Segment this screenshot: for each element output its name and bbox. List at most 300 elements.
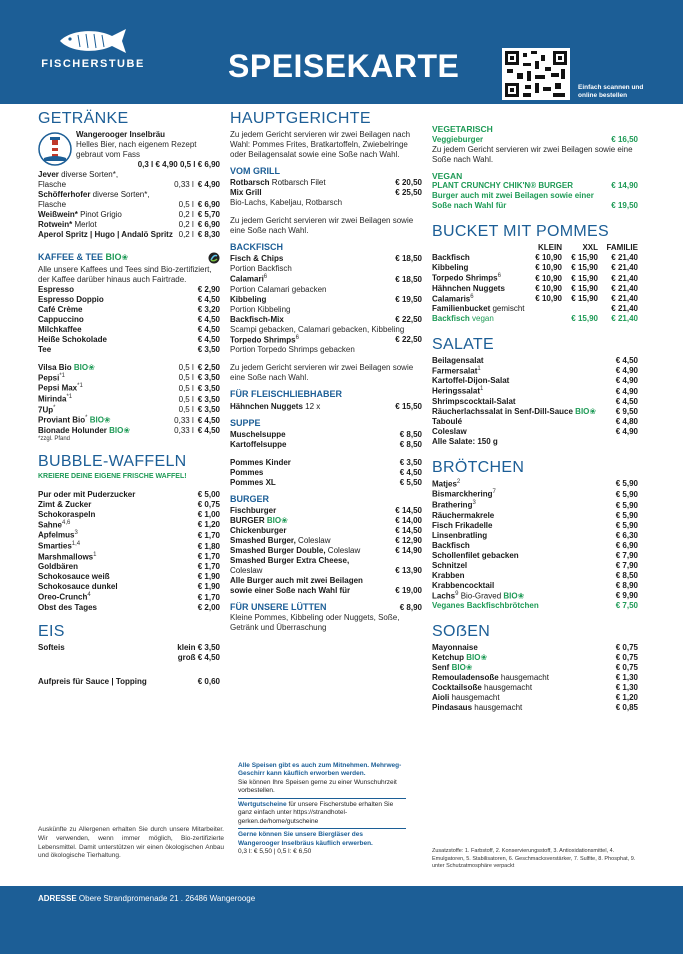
item-label: Smarties — [38, 541, 72, 551]
item-name — [432, 356, 616, 366]
item-label: Linsenbratling — [432, 530, 488, 540]
list-item — [432, 479, 638, 490]
item-name — [38, 210, 179, 220]
list-item — [230, 440, 422, 450]
list-item — [38, 363, 220, 373]
inselbraeu-price: 0,3 l € 4,90 0,5 l € 6,90 — [137, 159, 220, 169]
item-size: 0,5 l — [178, 373, 194, 383]
item-price: € 4,50 — [197, 294, 220, 304]
item-name — [38, 562, 198, 572]
item-label: Shrimpscocktail-Salat — [432, 397, 516, 407]
item-label: Sahne — [38, 520, 63, 530]
list-item — [38, 285, 220, 295]
note-wunsch: Sie können Ihre Speisen gerne zu einer Wunschuhrzeit vorbestellen. — [238, 778, 397, 795]
bio-badge: BIO — [464, 652, 481, 662]
item-label: Backfisch-Mix — [230, 314, 284, 324]
item-label: Taboulé — [432, 417, 463, 427]
item-price: € 6,90 — [197, 199, 220, 209]
note-glaeser: Gerne können Sie unsere Biergläser des Wangerooger Inselbräus käuflich erwerben. — [238, 831, 373, 847]
fish-icon — [56, 26, 130, 56]
table-row — [432, 314, 638, 324]
item-name — [432, 489, 616, 500]
item-extra: Merlot — [72, 219, 97, 229]
list-item — [230, 546, 422, 556]
item-price: € 8,90 — [615, 580, 638, 590]
item-label: Beilagensalat — [432, 355, 484, 365]
section-title-getraenke: GETRÄNKE — [38, 110, 129, 127]
list-item — [432, 693, 638, 703]
burger-list — [230, 506, 422, 556]
item-price: € 1,70 — [197, 593, 220, 602]
list-item — [432, 489, 638, 500]
table-row — [432, 284, 638, 294]
item-desc: Portion Kibbeling — [230, 304, 291, 314]
item-label: Zimt & Zucker — [38, 499, 92, 509]
item-footnote: 7 — [492, 489, 496, 496]
item-name — [230, 478, 400, 488]
table-cell-price: € 21,40 — [611, 252, 638, 262]
item-price: € 4,50 — [197, 334, 220, 344]
item-label: Rotwein* — [38, 219, 73, 229]
leaf-icon: ❀ — [480, 652, 488, 662]
item-footnote: 2 — [456, 478, 461, 485]
list-item — [432, 531, 638, 541]
item-price: € 7,90 — [615, 560, 638, 570]
table-cell-price: € 10,90 — [535, 273, 562, 283]
item-label: Jever — [38, 169, 59, 179]
bio-badge: BIO — [106, 425, 124, 435]
item-label: Schollenfilet gebacken — [432, 550, 519, 560]
item-size: 0,5 l — [178, 394, 194, 404]
list-item — [432, 511, 638, 521]
item-price: € 4,90 — [615, 366, 638, 376]
list-item — [38, 562, 220, 572]
item-price: € 3,50 — [197, 383, 220, 393]
item-price: € 8,30 — [197, 229, 220, 239]
item-label: Kartoffel-Dijon-Salat — [432, 376, 510, 386]
table-row — [432, 294, 638, 305]
item-footnote: 4 — [87, 592, 91, 599]
item-price: € 7,90 — [615, 550, 638, 560]
item-label: Familienbucket — [432, 304, 491, 314]
list-item — [432, 551, 638, 561]
footer — [0, 886, 683, 954]
item-price: € 14,50 — [395, 506, 422, 516]
item-label: Cappuccino — [38, 314, 84, 324]
item-label: Heiße Schokolade — [38, 334, 107, 344]
item-name — [432, 253, 526, 263]
qr-code[interactable] — [502, 48, 570, 100]
item-name — [230, 315, 395, 325]
item-name — [38, 373, 179, 384]
fairtrade-icon — [208, 252, 220, 264]
item-label: Pommes Kinder — [230, 457, 291, 467]
section-title-suppe: SUPPE — [230, 417, 261, 428]
item-label: Lachs — [432, 591, 456, 601]
item-name — [432, 683, 616, 693]
item-name — [432, 511, 616, 521]
item-label: Schokosauce dunkel — [38, 582, 118, 592]
table-row — [432, 273, 638, 284]
item-footnote: 6 — [263, 274, 268, 281]
item-price: € 5,50 — [399, 477, 422, 487]
kaffee-list — [38, 285, 220, 355]
item-label: Oreo-Crunch — [38, 593, 88, 602]
list-item — [38, 210, 220, 220]
table-cell-price: € 15,90 — [571, 283, 598, 293]
bio-badge: BIO — [501, 591, 518, 601]
item-price: € 3,20 — [197, 304, 220, 314]
item-name — [38, 530, 198, 541]
item-name — [432, 581, 616, 591]
lighthouse-badge-icon — [38, 130, 72, 168]
item-label: Aperol Spritz | Hugo | Andalö Spritz — [38, 229, 173, 239]
item-price: € 9,50 — [615, 407, 638, 417]
waffeln-subtitle: KREIERE DEINE EIGENE FRISCHE WAFFEL! — [38, 472, 187, 480]
item-label: Torpedo Shrimps — [432, 273, 498, 283]
item-name — [230, 430, 400, 440]
item-name — [432, 314, 526, 324]
section-title-sossen: SOẞEN — [432, 623, 491, 641]
list-item — [38, 170, 220, 190]
item-name — [38, 285, 198, 295]
bio-badge: BIO — [264, 516, 282, 526]
table-row — [432, 253, 638, 263]
item-price: € 6,30 — [615, 530, 638, 540]
table-cell-price: € 15,90 — [571, 314, 598, 324]
section-title-fleisch: FÜR FLEISCHLIEBHABER — [230, 389, 342, 400]
item-name — [38, 230, 179, 240]
list-item — [38, 305, 220, 315]
item-price: € 18,50 — [395, 254, 422, 264]
item-footnote: 1 — [93, 551, 97, 558]
item-price: € 0,75 — [197, 499, 220, 509]
item-label: Heringssalat — [432, 387, 481, 397]
item-label: Mirinda — [38, 394, 67, 404]
item-price: € 4,90 — [615, 427, 638, 437]
item-price: € 3,50 — [197, 373, 220, 383]
item-price: € 5,90 — [615, 510, 638, 520]
item-price: € 1,70 — [197, 562, 220, 572]
item-label: Senf — [432, 662, 450, 672]
item-name — [38, 572, 198, 582]
column-middle — [230, 110, 422, 633]
item-extra: Pinot Grigio — [77, 209, 122, 219]
list-item — [230, 536, 422, 546]
item-price: € 3,50 — [399, 457, 422, 467]
list-item — [38, 592, 220, 603]
section-title-salate: SALATE — [432, 336, 494, 354]
table-cell-price: € 21,40 — [611, 304, 638, 314]
list-item — [432, 521, 638, 531]
table-cell-price: € 10,90 — [535, 262, 562, 272]
item-footnote: 1 — [480, 386, 484, 393]
list-item — [432, 366, 638, 377]
item-price: € 4,50 — [615, 355, 638, 365]
item-price: € 0,75 — [615, 642, 638, 652]
item-price: € 19,50 — [395, 294, 422, 304]
item-label: Kibbeling — [432, 262, 469, 272]
item-name — [38, 582, 198, 592]
section-title-hauptgerichte: HAUPTGERICHTE — [230, 110, 371, 127]
item-label: Fisch & Chips — [230, 254, 284, 264]
leaf-icon: ❀ — [517, 591, 525, 601]
list-item — [38, 582, 220, 592]
qr-hint: Einfach scannen und online bestellen — [578, 84, 644, 99]
table-row — [432, 304, 638, 314]
list-item — [432, 541, 638, 551]
item-price: € 3,50 — [197, 394, 220, 404]
item-name — [38, 552, 198, 563]
list-item — [38, 220, 220, 230]
list-item — [432, 397, 638, 407]
list-item — [230, 526, 422, 536]
item-price: € 1,90 — [197, 582, 220, 592]
item-price: € 5,70 — [197, 209, 220, 219]
list-item — [38, 383, 220, 394]
item-price: € 8,50 — [615, 570, 638, 580]
item-label: Mayonnaise — [432, 642, 478, 652]
inselbraeu-block — [38, 130, 220, 170]
item-label: Brathering — [432, 500, 473, 510]
table-cell-price: € 21,40 — [611, 314, 638, 324]
item-price: € 12,90 — [395, 536, 422, 546]
item-name — [230, 546, 395, 556]
item-name — [230, 188, 395, 198]
item-price: € 4,90 — [615, 387, 638, 397]
item-label: Farmersalat — [432, 366, 478, 376]
item-label: Mix Grill — [230, 187, 262, 197]
list-item — [230, 516, 422, 526]
item-footnote: * — [85, 415, 88, 422]
logo — [38, 22, 148, 78]
item-price: € 14,50 — [395, 526, 422, 536]
item-extra: Bio-Graved — [458, 591, 502, 601]
item-name — [432, 703, 616, 713]
item-size: 0,33 l — [174, 425, 194, 435]
item-footnote: 4,6 — [62, 519, 71, 526]
item-label: Bionade Holunder — [38, 425, 107, 435]
list-item — [432, 581, 638, 591]
item-name — [432, 479, 616, 490]
item-label: Backfisch — [432, 540, 470, 550]
item-name — [38, 335, 198, 345]
item-name — [432, 437, 638, 447]
item-label: Kibbeling — [230, 294, 267, 304]
item-name — [432, 521, 616, 531]
grill-note: Zu jedem Gericht servieren wir zwei Beilagen sowie eine Soße nach Wahl. — [230, 215, 414, 235]
list-item — [230, 178, 422, 188]
bio-badge: BIO — [71, 362, 89, 372]
softeis-row: Softeis klein € 3,50 — [38, 642, 220, 652]
table-cell-price: € 15,90 — [571, 262, 598, 272]
leaf-icon: ❀ — [121, 252, 129, 262]
item-size: 0,2 l — [178, 209, 194, 219]
item-name — [230, 295, 395, 305]
item-price: € 1,80 — [197, 541, 220, 551]
list-item — [432, 561, 638, 571]
item-name — [38, 394, 179, 405]
item-label: Smashed Burger, — [230, 536, 296, 546]
bucket-header: KLEIN XXL FAMILIE — [538, 242, 638, 252]
item-name — [432, 561, 616, 571]
item-size: 0,5 l — [178, 362, 194, 372]
item-footnote: *1 — [59, 372, 66, 379]
item-price: € 4,50 — [197, 425, 220, 435]
broetchen-list — [432, 479, 638, 612]
drinks-list — [38, 363, 220, 436]
item-name — [230, 254, 395, 264]
item-price: € 8,50 — [399, 439, 422, 449]
item-label: Smashed Burger Double, — [230, 546, 326, 556]
pfand-note: *zzgl. Pfand — [38, 435, 71, 442]
item-name — [38, 520, 198, 531]
leaf-icon: ❀ — [103, 415, 111, 425]
table-cell-price: € 10,90 — [535, 252, 562, 262]
list-item — [38, 190, 220, 210]
item-name — [38, 345, 198, 355]
item-name — [432, 643, 616, 653]
item-name — [432, 693, 616, 703]
item-label: Espresso — [38, 284, 75, 294]
note-gutschein: Wertgutscheine für unsere Fischerstube erhalten Sie ganz einfach unter https://strandhotel-gerken.de/home/gutscheine — [238, 800, 394, 825]
item-name — [230, 516, 395, 526]
item-label: Weißwein* — [38, 209, 78, 219]
item-price: € 1,70 — [197, 531, 220, 541]
item-price: € 20,50 — [395, 177, 422, 187]
item-price: € 4,50 — [615, 397, 638, 407]
list-item — [230, 478, 422, 488]
item-price: € 1,30 — [615, 682, 638, 692]
leaf-icon: ❀ — [465, 662, 473, 672]
leaf-icon: ❀ — [589, 407, 597, 417]
nuggets-row: Hähnchen Nuggets 12 x € 15,50 — [230, 401, 422, 411]
aufpreis-row: Aufpreis für Sauce | Topping € 0,60 — [38, 676, 220, 686]
item-size: 0,2 l — [178, 229, 194, 239]
item-name — [38, 500, 198, 510]
section-title-kaffee: KAFFEE & TEE BIO ❀ — [38, 252, 220, 264]
item-name — [230, 274, 395, 285]
item-name — [432, 673, 616, 683]
list-item — [432, 437, 638, 447]
list-item — [38, 500, 220, 510]
item-name — [432, 386, 616, 397]
list-item — [432, 601, 638, 611]
luetten-row: FÜR UNSERE LÜTTEN € 8,90 — [230, 602, 422, 613]
item-label: Goldbären — [38, 562, 79, 572]
list-item — [38, 230, 220, 240]
inselbraeu-name: Wangerooger Inselbräu — [76, 129, 166, 139]
list-item — [432, 643, 638, 653]
item-label: Calamaris — [432, 294, 471, 304]
item-name — [38, 541, 198, 552]
list-item — [38, 490, 220, 500]
list-item — [38, 426, 220, 436]
item-price: € 5,90 — [615, 520, 638, 530]
list-item — [38, 530, 220, 541]
item-price: € 5,90 — [615, 479, 638, 489]
list-item — [230, 315, 422, 325]
item-price: € 3,50 — [197, 344, 220, 354]
item-label: Fisch Frikadelle — [432, 520, 493, 530]
item-name — [230, 468, 400, 478]
list-item — [230, 506, 422, 516]
list-item — [38, 295, 220, 305]
zusatzstoffe-note: Zusatzstoffe: 1. Farbstoff, 2. Konservierungsstoff, 3. Antioxidationsmittel, 4. Emulgatoren, 5. Stabilisatoren, 6. Geschmacksverstärker, 7. Sulfite, 8. Phosphat, 9. unter Schutzatmosphäre verpackt — [432, 848, 636, 870]
list-item — [38, 345, 220, 355]
item-label: Espresso Doppio — [38, 294, 104, 304]
item-extra: diverse Sorten*, — [58, 169, 119, 179]
allergene-note: Auskünfte zu Allergenen erhalten Sie durch unsere Mitarbeiter. Wir verwenden, wenn immer möglich, Bio-zertifizierte Lebensmittel. Damit unterstützen wir einen ökologischen Anbau und ökologische Tierhaltung. — [38, 826, 224, 860]
header — [0, 0, 683, 104]
item-name — [432, 571, 616, 581]
item-sub: Flasche — [38, 199, 67, 209]
item-price: € 1,30 — [615, 672, 638, 682]
table-cell-price: € 10,90 — [535, 294, 562, 304]
list-item — [230, 295, 422, 305]
item-name — [432, 601, 616, 611]
note-mitnehmen: Alle Speisen gibt es auch zum Mitnehmen. Mehrweg-Geschirr kann käuflich erworben werden. — [238, 762, 402, 778]
note-glaeser-price: 0,3 l: € 5,50 | 0,5 l: € 6,50 — [238, 847, 312, 855]
item-desc: Portion Backfisch — [230, 264, 292, 274]
item-price: € 1,20 — [197, 520, 220, 530]
item-footnote: *1 — [66, 393, 73, 400]
item-price: € 22,50 — [395, 314, 422, 324]
item-size: 0,5 l — [178, 199, 194, 209]
suppe-list — [230, 430, 422, 450]
list-item — [432, 663, 638, 673]
item-label: Krabben — [432, 570, 465, 580]
item-price: € 14,90 — [395, 546, 422, 556]
item-price: € 4,80 — [615, 417, 638, 427]
item-price: € 0,75 — [615, 652, 638, 662]
item-price: € 2,90 — [197, 284, 220, 294]
item-label: Café Crème — [38, 304, 83, 314]
list-item — [432, 703, 638, 713]
item-label: Schokoraspeln — [38, 509, 96, 519]
item-label: Coleslaw — [432, 427, 467, 437]
list-item — [38, 325, 220, 335]
item-desc: Portion Calamari gebacken — [230, 284, 327, 294]
section-title-bucket: BUCKET MIT POMMES — [432, 223, 609, 241]
list-item — [432, 376, 638, 386]
backfisch-list — [230, 254, 422, 355]
item-name — [38, 603, 198, 613]
item-name — [38, 592, 198, 603]
hauptgerichte-desc: Zu jedem Gericht servieren wir zwei Beilagen nach Wahl: Pommes Frites, Bratkartoffeln, Zwiebelringe oder Beilagensalat sowie eine Soße nach Wahl. — [230, 129, 411, 159]
item-name — [432, 591, 616, 602]
item-sub: Flasche — [38, 179, 67, 189]
item-price: € 6,90 — [615, 540, 638, 550]
logo-text: FISCHERSTUBE — [41, 58, 145, 70]
item-name — [38, 305, 198, 315]
item-name — [38, 295, 198, 305]
grill-list — [230, 178, 422, 198]
item-size: 0,5 l — [178, 383, 194, 393]
item-size: 0,5 l — [178, 405, 194, 415]
item-footnote: 6 — [295, 334, 299, 341]
item-footnote: 3 — [74, 530, 78, 537]
item-price: € 1,70 — [197, 552, 220, 562]
table-cell-price: € 21,40 — [611, 273, 638, 283]
item-price: € 5,90 — [615, 489, 638, 499]
bucket-table — [432, 253, 638, 324]
sossen-list — [432, 643, 638, 713]
item-label: Hähnchen Nuggets — [432, 283, 505, 293]
item-price: € 25,50 — [395, 187, 422, 197]
burger-beilagen-row: Alle Burger auch mit zwei Beilagen sowie einer Soße nach Wahl für € 19,00 — [230, 576, 422, 596]
table-cell-price: € 15,90 — [571, 273, 598, 283]
